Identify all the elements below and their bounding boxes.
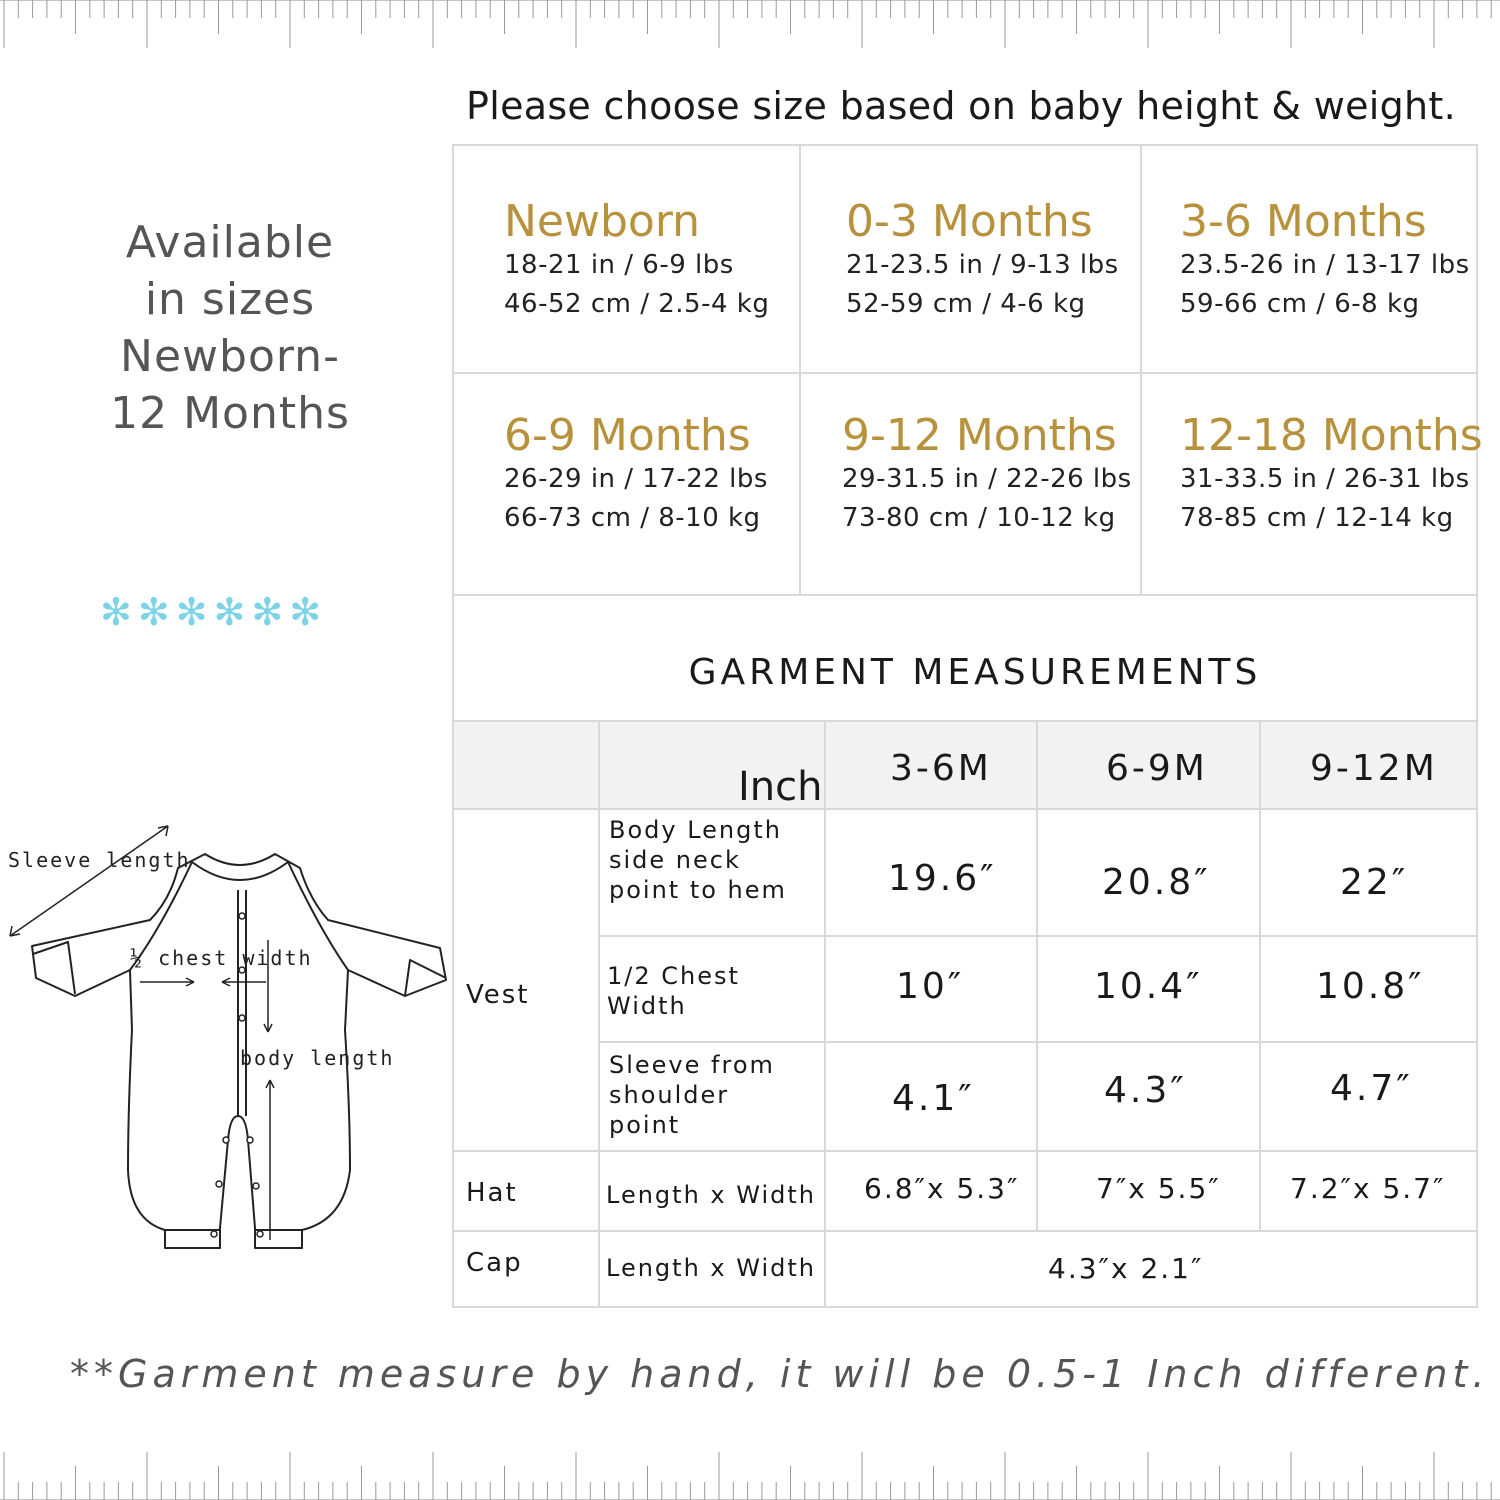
row-description: Length x Width	[606, 1254, 816, 1282]
size-card-12-18	[1180, 412, 1483, 538]
page-title: Please choose size based on baby height & weight.	[466, 84, 1456, 128]
size-metric: 59-66 cm / 6-8 kg	[1180, 289, 1420, 319]
body-length-label: body length	[240, 1046, 395, 1070]
measurement-value: 4.3″x 2.1″	[1048, 1252, 1204, 1285]
measurement-value: 20.8″	[1102, 862, 1211, 903]
available-line: Newborn-	[120, 331, 340, 382]
measurement-value: 10.8″	[1316, 966, 1425, 1007]
measurement-value: 7.2″x 5.7″	[1290, 1172, 1446, 1205]
size-name: 0-3 Months	[846, 196, 1093, 247]
column-header: 9-12M	[1310, 748, 1438, 789]
grid-divider	[799, 146, 801, 594]
size-imperial: 21-23.5 in / 9-13 lbs	[846, 250, 1119, 280]
size-name: 6-9 Months	[504, 410, 751, 461]
size-card-6-9	[504, 412, 768, 538]
available-line: 12 Months	[110, 388, 350, 439]
ruler-top-decoration	[0, 0, 1500, 52]
row-description: Body Length side neck point to hem	[609, 816, 787, 904]
measurement-value: 19.6″	[888, 858, 997, 899]
measurement-value: 4.3″	[1104, 1070, 1187, 1111]
size-name: Newborn	[504, 196, 701, 247]
table-divider	[824, 722, 826, 1306]
size-imperial: 18-21 in / 6-9 lbs	[504, 250, 734, 280]
grid-divider	[1140, 146, 1142, 594]
romper-outline-icon	[0, 810, 450, 1260]
ruler-bottom-decoration	[0, 1448, 1500, 1500]
available-sizes-text	[60, 214, 400, 442]
size-card-0-3	[846, 198, 1119, 324]
size-card-9-12	[842, 412, 1132, 538]
size-card-3-6	[1180, 198, 1470, 324]
decorative-stars: ✻✻✻✻✻✻	[100, 590, 328, 634]
size-metric: 46-52 cm / 2.5-4 kg	[504, 289, 770, 319]
unit-label: Inch	[738, 764, 823, 810]
footnote: **Garment measure by hand, it will be 0.5-1 Inch different.	[70, 1352, 1490, 1396]
measurement-value: 4.1″	[892, 1078, 975, 1119]
available-line: in sizes	[144, 274, 316, 325]
size-name: 12-18 Months	[1180, 410, 1483, 461]
measurement-value: 22″	[1340, 862, 1409, 903]
size-metric: 78-85 cm / 12-14 kg	[1180, 503, 1454, 533]
row-description: 1/2 Chest Width	[607, 962, 740, 1020]
size-metric: 66-73 cm / 8-10 kg	[504, 503, 761, 533]
size-name: 3-6 Months	[1180, 196, 1427, 247]
table-divider	[454, 808, 1476, 810]
table-divider	[598, 722, 600, 1306]
measurement-value: 6.8″x 5.3″	[864, 1172, 1020, 1205]
measurement-value: 4.7″	[1330, 1068, 1413, 1109]
table-divider	[454, 1150, 1476, 1152]
sleeve-length-label: Sleeve length	[8, 848, 191, 872]
size-imperial: 29-31.5 in / 22-26 lbs	[842, 464, 1132, 494]
column-header: 3-6M	[890, 748, 992, 789]
table-divider	[1259, 722, 1261, 1230]
table-divider	[454, 1230, 1476, 1232]
row-description: Length x Width	[606, 1181, 816, 1209]
row-description: Sleeve from shoulder point	[609, 1051, 775, 1139]
column-header: 6-9M	[1106, 748, 1208, 789]
measurement-value: 10″	[896, 966, 965, 1007]
size-imperial: 31-33.5 in / 26-31 lbs	[1180, 464, 1470, 494]
size-imperial: 26-29 in / 17-22 lbs	[504, 464, 768, 494]
available-line: Available	[125, 217, 335, 268]
measurement-value: 7″x 5.5″	[1096, 1172, 1221, 1205]
grid-divider	[454, 372, 1476, 374]
row-group-hat: Hat	[466, 1178, 518, 1208]
row-group-cap: Cap	[466, 1248, 523, 1278]
row-group-vest: Vest	[466, 980, 530, 1010]
size-card-newborn	[504, 198, 769, 324]
size-metric: 73-80 cm / 10-12 kg	[842, 503, 1116, 533]
measurement-value: 10.4″	[1094, 966, 1203, 1007]
table-divider	[1036, 722, 1038, 1230]
size-name: 9-12 Months	[842, 410, 1117, 461]
chest-width-label: ½ chest width	[130, 946, 313, 970]
size-metric: 52-59 cm / 4-6 kg	[846, 289, 1086, 319]
size-imperial: 23.5-26 in / 13-17 lbs	[1180, 250, 1470, 280]
romper-diagram	[0, 810, 450, 1260]
measurement-title: GARMENT MEASUREMENTS	[688, 652, 1262, 693]
